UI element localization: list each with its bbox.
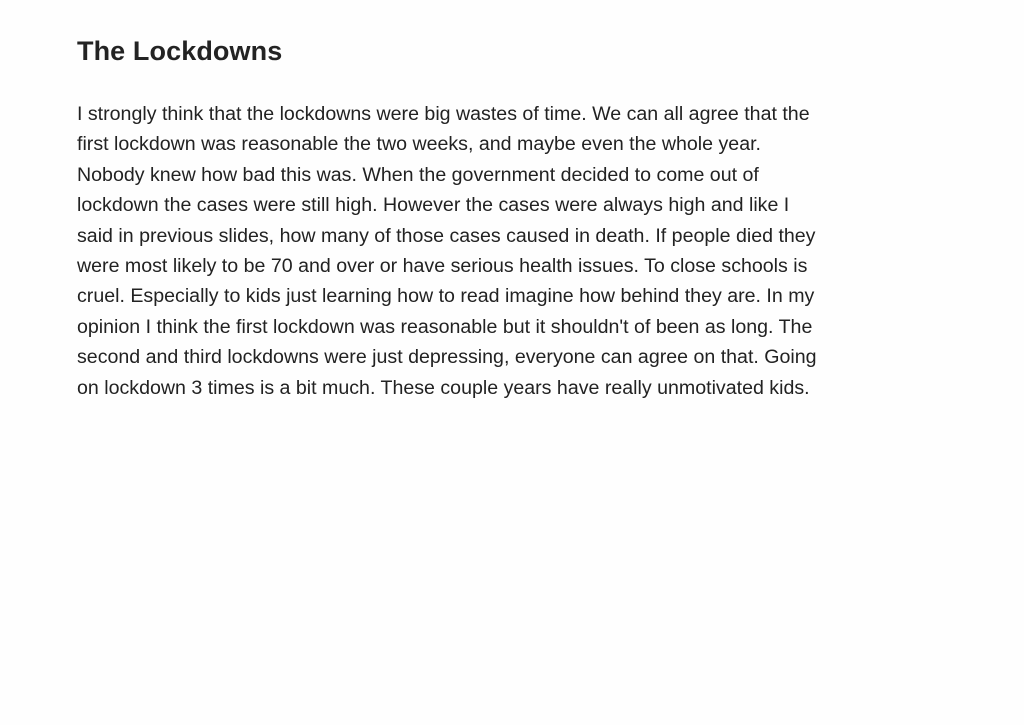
paragraph-line: lockdown the cases were still high. However the cases were always high and like I	[77, 194, 790, 217]
paragraph-line: first lockdown was reasonable the two weeks, and maybe even the whole year.	[77, 133, 761, 156]
paragraph-line: on lockdown 3 times is a bit much. These couple years have really unmotivated kids.	[77, 376, 810, 399]
paragraph-line: were most likely to be 70 and over or have serious health issues. To close schools is	[77, 255, 808, 278]
paragraph-line: second and third lockdowns were just depressing, everyone can agree on that. Going	[77, 346, 817, 369]
paragraph-line: opinion I think the first lockdown was reasonable but it shouldn't of been as long. The	[77, 315, 813, 338]
paragraph-line: I strongly think that the lockdowns were big wastes of time. We can all agree that the	[77, 103, 810, 125]
paragraph-line: said in previous slides, how many of those cases caused in death. If people died they	[77, 224, 816, 247]
body-paragraph	[77, 99, 947, 403]
paragraph-line: cruel. Especially to kids just learning how to read imagine how behind they are. In my	[77, 285, 815, 308]
page-title: The Lockdowns	[77, 36, 283, 66]
paragraph-line: Nobody knew how bad this was. When the government decided to come out of	[77, 163, 759, 186]
